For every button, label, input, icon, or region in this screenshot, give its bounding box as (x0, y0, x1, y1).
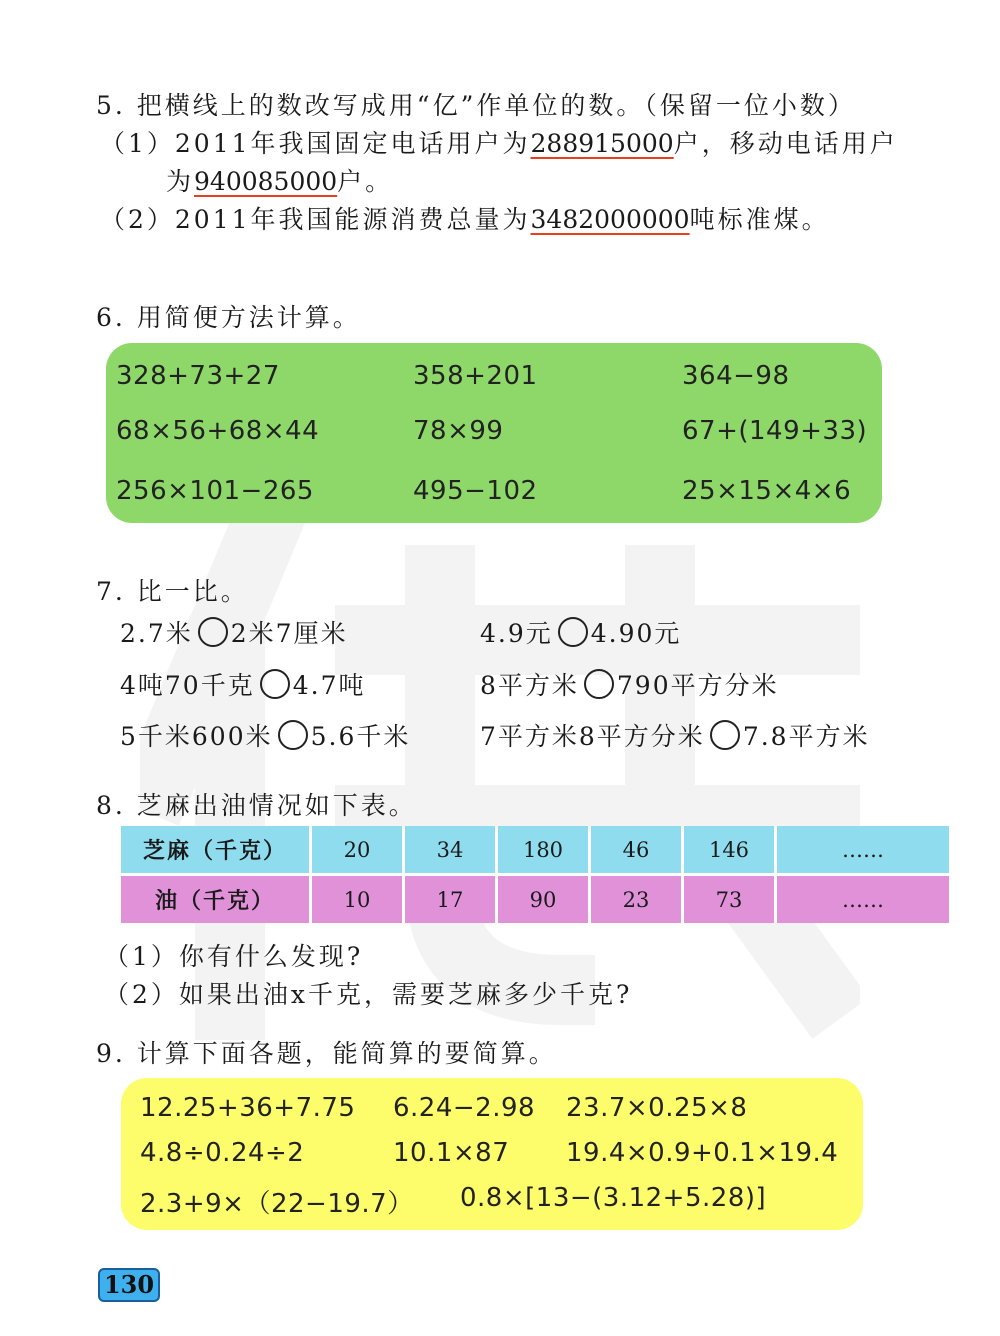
table-cell: 34 (405, 826, 498, 873)
q8-title: 8. 芝麻出油情况如下表。 (96, 791, 417, 820)
q6-expr-4: 68×56+68×44 (116, 416, 320, 446)
q7-compare-5-left: 5千米600米 (120, 722, 273, 751)
q7-compare-6-left: 7平方米8平方分米 (480, 722, 705, 751)
q8-sub-question-1: （1）你有什么发现? (104, 942, 364, 971)
q5-part1-text-b: 户，移动电话用户 (673, 129, 898, 158)
q7-compare-6-right: 7.8平方米 (742, 722, 870, 751)
q9-expr-7: 2.3+9×（22−19.7） (140, 1189, 414, 1219)
q7-compare-3-left: 4吨70千克 (120, 671, 255, 700)
table-cell: 17 (405, 873, 498, 923)
q5-part1-line2 (166, 162, 393, 198)
q9-expr-3: 23.7×0.25×8 (566, 1093, 748, 1123)
q5-part2 (100, 200, 830, 236)
compare-circle[interactable] (584, 669, 614, 699)
q7-compare-5 (120, 717, 410, 753)
q6-expr-2: 358+201 (413, 361, 538, 391)
q7-compare-2 (480, 614, 681, 650)
q5-part1-line1 (100, 124, 898, 160)
compare-circle[interactable] (198, 617, 228, 647)
table-row-header: 芝麻（千克） (121, 826, 312, 873)
table-cell: 10 (312, 873, 405, 923)
q7-compare-3 (120, 666, 365, 702)
table-cell: 23 (591, 873, 684, 923)
q6-expr-6: 67+(149+33) (682, 416, 868, 446)
q9-expr-1: 12.25+36+7.75 (140, 1093, 356, 1123)
q6-expr-9: 25×15×4×6 (682, 476, 852, 506)
q9-expr-5: 10.1×87 (393, 1138, 510, 1168)
table-row-oil (121, 873, 952, 923)
compare-circle[interactable] (260, 669, 290, 699)
table-cell-ellipsis: …… (777, 826, 952, 873)
table-cell: 20 (312, 826, 405, 873)
q7-compare-1 (120, 614, 348, 650)
q6-expr-7: 256×101−265 (116, 476, 314, 506)
q7-compare-2-right: 4.90元 (590, 619, 682, 648)
q8-sub-question-2: （2）如果出油x千克，需要芝麻多少千克? (104, 980, 633, 1009)
q5-underlined-number-1: 288915000 (530, 129, 674, 158)
sesame-oil-table (121, 826, 952, 923)
q9-title: 9. 计算下面各题，能简算的要简算。 (96, 1039, 557, 1068)
q5-underlined-number-2: 940085000 (194, 167, 338, 196)
table-cell-ellipsis: …… (777, 873, 952, 923)
q9-expr-8: 0.8×[13−(3.12+5.28)] (460, 1183, 767, 1213)
q7-compare-4 (480, 666, 779, 702)
q7-compare-6 (480, 717, 870, 753)
q6-expr-3: 364−98 (682, 361, 790, 391)
q6-expr-8: 495−102 (413, 476, 538, 506)
table-cell: 90 (498, 873, 591, 923)
q7-compare-2-left: 4.9元 (480, 619, 553, 648)
table-row-header: 油（千克） (121, 873, 312, 923)
q7-compare-4-left: 8平方米 (480, 671, 579, 700)
q7-compare-1-left: 2.7米 (120, 619, 193, 648)
compare-circle[interactable] (558, 617, 588, 647)
q6-title: 6. 用简便方法计算。 (96, 303, 361, 332)
q5-part2-text-b: 吨标准煤。 (689, 205, 830, 234)
q7-title: 7. 比一比。 (96, 577, 249, 606)
q7-compare-5-right: 5.6千米 (310, 722, 411, 751)
q9-expr-6: 19.4×0.9+0.1×19.4 (566, 1138, 839, 1168)
compare-circle[interactable] (710, 720, 740, 750)
table-cell: 73 (684, 873, 777, 923)
q5-underlined-number-3: 3482000000 (530, 205, 690, 234)
table-row-sesame (121, 826, 952, 873)
q5-title: 5. 把横线上的数改写成用“亿”作单位的数。（保留一位小数） (96, 91, 856, 120)
q5-part1-text-d: 户。 (337, 167, 394, 196)
table-cell: 146 (684, 826, 777, 873)
q6-expr-1: 328+73+27 (116, 361, 280, 391)
q7-compare-3-right: 4.7吨 (292, 671, 366, 700)
compare-circle[interactable] (278, 720, 308, 750)
q5-part1-text-a: （1）2011年我国固定电话用户为 (100, 129, 531, 158)
q7-compare-1-right: 2米7厘米 (230, 619, 348, 648)
q9-expr-4: 4.8÷0.24÷2 (140, 1138, 305, 1168)
q5-part1-text-c: 为 (166, 167, 195, 196)
table-cell: 46 (591, 826, 684, 873)
q5-part2-text-a: （2）2011年我国能源消费总量为 (100, 205, 531, 234)
q6-expr-5: 78×99 (413, 416, 504, 446)
table-cell: 180 (498, 826, 591, 873)
q7-compare-4-right: 790平方分米 (616, 671, 779, 700)
q9-expr-2: 6.24−2.98 (393, 1093, 536, 1123)
page-number: 130 (98, 1268, 160, 1302)
